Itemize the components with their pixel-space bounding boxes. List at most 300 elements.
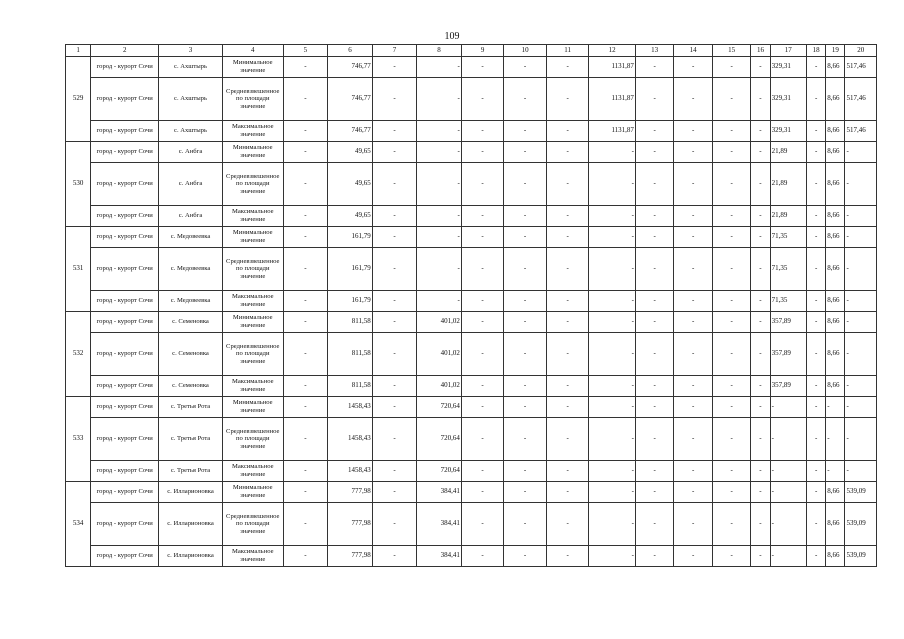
col-11-cell: - bbox=[546, 78, 589, 121]
col-10-cell: - bbox=[504, 397, 547, 418]
col-16-cell: - bbox=[751, 121, 770, 142]
col-10-cell: - bbox=[504, 482, 547, 503]
col-6-cell: 1458,43 bbox=[328, 418, 373, 461]
col-13-cell: - bbox=[635, 78, 673, 121]
col-17-cell: 21,89 bbox=[770, 206, 806, 227]
col-12-cell: - bbox=[589, 142, 636, 163]
settlement-cell: с. Ахштырь bbox=[159, 57, 223, 78]
col-13-cell: - bbox=[635, 163, 673, 206]
col-19-cell: 8,66 bbox=[826, 291, 845, 312]
col-18-cell: - bbox=[807, 57, 826, 78]
municipality-cell: город - курорт Сочи bbox=[91, 333, 159, 376]
col-7-cell: - bbox=[372, 482, 417, 503]
col-15-cell: - bbox=[712, 397, 750, 418]
settlement-cell: с. Третья Рота bbox=[159, 461, 223, 482]
municipality-cell: город - курорт Сочи bbox=[91, 57, 159, 78]
col-17-cell: 329,31 bbox=[770, 78, 806, 121]
value-type-cell: Средневзвешенное по площади значение bbox=[222, 418, 283, 461]
col-16-cell: - bbox=[751, 482, 770, 503]
col-10-cell: - bbox=[504, 418, 547, 461]
col-6-cell: 811,58 bbox=[328, 312, 373, 333]
col-8-cell: 720,64 bbox=[417, 418, 462, 461]
col-16-cell: - bbox=[751, 78, 770, 121]
col-19-cell: 8,66 bbox=[826, 57, 845, 78]
column-header: 12 bbox=[589, 45, 636, 57]
settlement-cell: с. Семеновка bbox=[159, 312, 223, 333]
col-13-cell: - bbox=[635, 121, 673, 142]
municipality-cell: город - курорт Сочи bbox=[91, 78, 159, 121]
column-header: 14 bbox=[674, 45, 712, 57]
table-row bbox=[66, 461, 877, 482]
col-15-cell: - bbox=[712, 121, 750, 142]
col-11-cell: - bbox=[546, 121, 589, 142]
col-13-cell: - bbox=[635, 546, 673, 567]
column-header: 13 bbox=[635, 45, 673, 57]
col-17-cell: 71,35 bbox=[770, 248, 806, 291]
col-14-cell: - bbox=[674, 291, 712, 312]
col-11-cell: - bbox=[546, 227, 589, 248]
col-5-cell: - bbox=[283, 142, 328, 163]
col-20-cell: 517,46 bbox=[845, 78, 877, 121]
col-18-cell: - bbox=[807, 503, 826, 546]
col-15-cell: - bbox=[712, 57, 750, 78]
col-16-cell: - bbox=[751, 248, 770, 291]
col-5-cell: - bbox=[283, 461, 328, 482]
value-type-cell: Средневзвешенное по площади значение bbox=[222, 503, 283, 546]
settlement-cell: с. Ахштырь bbox=[159, 78, 223, 121]
col-13-cell: - bbox=[635, 57, 673, 78]
table-row bbox=[66, 376, 877, 397]
col-13-cell: - bbox=[635, 227, 673, 248]
value-type-cell: Средневзвешенное по площади значение bbox=[222, 333, 283, 376]
col-12-cell: 1131,87 bbox=[589, 57, 636, 78]
col-14-cell: - bbox=[674, 57, 712, 78]
col-15-cell: - bbox=[712, 461, 750, 482]
municipality-cell: город - курорт Сочи bbox=[91, 418, 159, 461]
col-9-cell: - bbox=[461, 461, 504, 482]
col-15-cell: - bbox=[712, 546, 750, 567]
col-20-cell: - bbox=[845, 397, 877, 418]
col-14-cell: - bbox=[674, 142, 712, 163]
col-12-cell: - bbox=[589, 546, 636, 567]
column-header: 4 bbox=[222, 45, 283, 57]
value-type-cell: Минимальное значение bbox=[222, 57, 283, 78]
col-16-cell: - bbox=[751, 206, 770, 227]
settlement-cell: с. Медовеевка bbox=[159, 291, 223, 312]
col-6-cell: 811,58 bbox=[328, 333, 373, 376]
value-type-cell: Минимальное значение bbox=[222, 227, 283, 248]
column-header: 20 bbox=[845, 45, 877, 57]
col-8-cell: - bbox=[417, 57, 462, 78]
col-5-cell: - bbox=[283, 57, 328, 78]
col-19-cell: - bbox=[826, 461, 845, 482]
col-19-cell: 8,66 bbox=[826, 206, 845, 227]
column-header: 19 bbox=[826, 45, 845, 57]
col-6-cell: 746,77 bbox=[328, 57, 373, 78]
col-7-cell: - bbox=[372, 121, 417, 142]
col-12-cell: 1131,87 bbox=[589, 78, 636, 121]
col-9-cell: - bbox=[461, 312, 504, 333]
col-6-cell: 161,79 bbox=[328, 291, 373, 312]
col-14-cell: - bbox=[674, 206, 712, 227]
col-13-cell: - bbox=[635, 248, 673, 291]
col-9-cell: - bbox=[461, 227, 504, 248]
col-18-cell: - bbox=[807, 78, 826, 121]
col-10-cell: - bbox=[504, 142, 547, 163]
col-7-cell: - bbox=[372, 333, 417, 376]
col-13-cell: - bbox=[635, 482, 673, 503]
col-17-cell: 329,31 bbox=[770, 57, 806, 78]
group-number-cell: 529 bbox=[66, 57, 91, 142]
col-18-cell: - bbox=[807, 312, 826, 333]
col-19-cell: 8,66 bbox=[826, 503, 845, 546]
col-13-cell: - bbox=[635, 291, 673, 312]
col-20-cell: - bbox=[845, 163, 877, 206]
col-6-cell: 1458,43 bbox=[328, 397, 373, 418]
settlement-cell: с. Семеновка bbox=[159, 376, 223, 397]
column-header: 11 bbox=[546, 45, 589, 57]
col-15-cell: - bbox=[712, 291, 750, 312]
municipality-cell: город - курорт Сочи bbox=[91, 142, 159, 163]
col-19-cell: - bbox=[826, 418, 845, 461]
col-8-cell: 401,02 bbox=[417, 376, 462, 397]
table-row bbox=[66, 78, 877, 121]
col-18-cell: - bbox=[807, 142, 826, 163]
col-8-cell: 720,64 bbox=[417, 461, 462, 482]
col-20-cell: - bbox=[845, 461, 877, 482]
col-17-cell: 71,35 bbox=[770, 227, 806, 248]
col-19-cell: 8,66 bbox=[826, 227, 845, 248]
col-6-cell: 161,79 bbox=[328, 227, 373, 248]
col-12-cell: - bbox=[589, 163, 636, 206]
col-8-cell: - bbox=[417, 248, 462, 291]
col-14-cell: - bbox=[674, 121, 712, 142]
col-20-cell: - bbox=[845, 376, 877, 397]
table-row bbox=[66, 333, 877, 376]
col-18-cell: - bbox=[807, 291, 826, 312]
col-8-cell: 384,41 bbox=[417, 546, 462, 567]
col-7-cell: - bbox=[372, 312, 417, 333]
col-11-cell: - bbox=[546, 248, 589, 291]
col-11-cell: - bbox=[546, 206, 589, 227]
col-9-cell: - bbox=[461, 248, 504, 291]
municipality-cell: город - курорт Сочи bbox=[91, 206, 159, 227]
col-20-cell: - bbox=[845, 248, 877, 291]
col-8-cell: 720,64 bbox=[417, 397, 462, 418]
table-row bbox=[66, 57, 877, 78]
col-18-cell: - bbox=[807, 248, 826, 291]
col-10-cell: - bbox=[504, 546, 547, 567]
col-7-cell: - bbox=[372, 78, 417, 121]
col-6-cell: 1458,43 bbox=[328, 461, 373, 482]
settlement-cell: с. Анбга bbox=[159, 163, 223, 206]
col-16-cell: - bbox=[751, 333, 770, 376]
col-20-cell: 539,09 bbox=[845, 546, 877, 567]
column-header: 10 bbox=[504, 45, 547, 57]
column-header: 5 bbox=[283, 45, 328, 57]
col-14-cell: - bbox=[674, 376, 712, 397]
col-9-cell: - bbox=[461, 397, 504, 418]
col-19-cell: 8,66 bbox=[826, 163, 845, 206]
table-body bbox=[66, 45, 877, 567]
col-6-cell: 49,65 bbox=[328, 163, 373, 206]
col-13-cell: - bbox=[635, 312, 673, 333]
col-20-cell: 517,46 bbox=[845, 57, 877, 78]
col-16-cell: - bbox=[751, 461, 770, 482]
col-14-cell: - bbox=[674, 418, 712, 461]
col-20-cell: - bbox=[845, 312, 877, 333]
col-8-cell: 384,41 bbox=[417, 482, 462, 503]
col-14-cell: - bbox=[674, 78, 712, 121]
value-type-cell: Минимальное значение bbox=[222, 482, 283, 503]
group-number-cell: 533 bbox=[66, 397, 91, 482]
col-5-cell: - bbox=[283, 312, 328, 333]
col-5-cell: - bbox=[283, 546, 328, 567]
col-8-cell: - bbox=[417, 163, 462, 206]
col-10-cell: - bbox=[504, 333, 547, 376]
col-5-cell: - bbox=[283, 227, 328, 248]
col-17-cell: - bbox=[770, 503, 806, 546]
municipality-cell: город - курорт Сочи bbox=[91, 546, 159, 567]
col-11-cell: - bbox=[546, 546, 589, 567]
group-number-cell: 532 bbox=[66, 312, 91, 397]
col-15-cell: - bbox=[712, 206, 750, 227]
col-9-cell: - bbox=[461, 503, 504, 546]
col-19-cell: 8,66 bbox=[826, 78, 845, 121]
col-6-cell: 49,65 bbox=[328, 142, 373, 163]
col-18-cell: - bbox=[807, 227, 826, 248]
col-12-cell: - bbox=[589, 206, 636, 227]
col-12-cell: - bbox=[589, 376, 636, 397]
table-row bbox=[66, 482, 877, 503]
municipality-cell: город - курорт Сочи bbox=[91, 482, 159, 503]
col-7-cell: - bbox=[372, 227, 417, 248]
municipality-cell: город - курорт Сочи bbox=[91, 248, 159, 291]
column-header: 3 bbox=[159, 45, 223, 57]
column-header: 2 bbox=[91, 45, 159, 57]
value-type-cell: Максимальное значение bbox=[222, 461, 283, 482]
col-5-cell: - bbox=[283, 291, 328, 312]
col-10-cell: - bbox=[504, 291, 547, 312]
col-5-cell: - bbox=[283, 78, 328, 121]
col-14-cell: - bbox=[674, 461, 712, 482]
table-row bbox=[66, 206, 877, 227]
column-header: 15 bbox=[712, 45, 750, 57]
col-15-cell: - bbox=[712, 482, 750, 503]
col-10-cell: - bbox=[504, 121, 547, 142]
settlement-cell: с. Илларионовка bbox=[159, 482, 223, 503]
col-20-cell: - bbox=[845, 227, 877, 248]
col-7-cell: - bbox=[372, 163, 417, 206]
col-7-cell: - bbox=[372, 397, 417, 418]
col-9-cell: - bbox=[461, 376, 504, 397]
settlement-cell: с. Третья Рота bbox=[159, 397, 223, 418]
col-15-cell: - bbox=[712, 418, 750, 461]
col-7-cell: - bbox=[372, 503, 417, 546]
col-19-cell: 8,66 bbox=[826, 333, 845, 376]
col-17-cell: - bbox=[770, 397, 806, 418]
settlement-cell: с. Илларионовка bbox=[159, 546, 223, 567]
settlement-cell: с. Третья Рота bbox=[159, 418, 223, 461]
value-type-cell: Минимальное значение bbox=[222, 397, 283, 418]
col-17-cell: - bbox=[770, 482, 806, 503]
col-19-cell: - bbox=[826, 397, 845, 418]
col-19-cell: 8,66 bbox=[826, 312, 845, 333]
col-12-cell: - bbox=[589, 333, 636, 376]
col-6-cell: 777,98 bbox=[328, 482, 373, 503]
col-7-cell: - bbox=[372, 546, 417, 567]
table-row bbox=[66, 312, 877, 333]
data-table bbox=[65, 44, 877, 567]
value-type-cell: Максимальное значение bbox=[222, 121, 283, 142]
col-12-cell: - bbox=[589, 291, 636, 312]
col-19-cell: 8,66 bbox=[826, 121, 845, 142]
value-type-cell: Минимальное значение bbox=[222, 312, 283, 333]
col-9-cell: - bbox=[461, 142, 504, 163]
col-16-cell: - bbox=[751, 376, 770, 397]
col-13-cell: - bbox=[635, 397, 673, 418]
col-11-cell: - bbox=[546, 57, 589, 78]
col-20-cell: - bbox=[845, 142, 877, 163]
col-19-cell: 8,66 bbox=[826, 482, 845, 503]
col-10-cell: - bbox=[504, 376, 547, 397]
col-18-cell: - bbox=[807, 376, 826, 397]
col-6-cell: 49,65 bbox=[328, 206, 373, 227]
column-header: 7 bbox=[372, 45, 417, 57]
value-type-cell: Максимальное значение bbox=[222, 546, 283, 567]
col-13-cell: - bbox=[635, 206, 673, 227]
column-header: 18 bbox=[807, 45, 826, 57]
col-19-cell: 8,66 bbox=[826, 248, 845, 291]
settlement-cell: с. Анбга bbox=[159, 206, 223, 227]
col-7-cell: - bbox=[372, 461, 417, 482]
municipality-cell: город - курорт Сочи bbox=[91, 503, 159, 546]
col-5-cell: - bbox=[283, 206, 328, 227]
municipality-cell: город - курорт Сочи bbox=[91, 312, 159, 333]
col-14-cell: - bbox=[674, 248, 712, 291]
col-8-cell: - bbox=[417, 78, 462, 121]
col-14-cell: - bbox=[674, 227, 712, 248]
col-19-cell: 8,66 bbox=[826, 376, 845, 397]
col-9-cell: - bbox=[461, 546, 504, 567]
table-row bbox=[66, 227, 877, 248]
table-row bbox=[66, 142, 877, 163]
col-9-cell: - bbox=[461, 163, 504, 206]
col-12-cell: - bbox=[589, 461, 636, 482]
col-18-cell: - bbox=[807, 418, 826, 461]
col-14-cell: - bbox=[674, 397, 712, 418]
col-17-cell: - bbox=[770, 546, 806, 567]
col-10-cell: - bbox=[504, 163, 547, 206]
col-17-cell: 357,89 bbox=[770, 312, 806, 333]
col-13-cell: - bbox=[635, 142, 673, 163]
col-7-cell: - bbox=[372, 376, 417, 397]
col-10-cell: - bbox=[504, 227, 547, 248]
col-12-cell: - bbox=[589, 482, 636, 503]
col-14-cell: - bbox=[674, 503, 712, 546]
col-14-cell: - bbox=[674, 482, 712, 503]
settlement-cell: с. Илларионовка bbox=[159, 503, 223, 546]
municipality-cell: город - курорт Сочи bbox=[91, 121, 159, 142]
col-18-cell: - bbox=[807, 461, 826, 482]
col-20-cell: - bbox=[845, 291, 877, 312]
col-8-cell: - bbox=[417, 227, 462, 248]
col-9-cell: - bbox=[461, 291, 504, 312]
col-14-cell: - bbox=[674, 163, 712, 206]
col-13-cell: - bbox=[635, 418, 673, 461]
header-row bbox=[66, 45, 877, 57]
settlement-cell: с. Семеновка bbox=[159, 333, 223, 376]
col-10-cell: - bbox=[504, 503, 547, 546]
value-type-cell: Минимальное значение bbox=[222, 142, 283, 163]
value-type-cell: Максимальное значение bbox=[222, 376, 283, 397]
col-9-cell: - bbox=[461, 333, 504, 376]
col-7-cell: - bbox=[372, 57, 417, 78]
value-type-cell: Максимальное значение bbox=[222, 206, 283, 227]
table-row bbox=[66, 121, 877, 142]
col-6-cell: 746,77 bbox=[328, 78, 373, 121]
value-type-cell: Средневзвешенное по площади значение bbox=[222, 163, 283, 206]
col-15-cell: - bbox=[712, 333, 750, 376]
group-number-cell: 530 bbox=[66, 142, 91, 227]
col-5-cell: - bbox=[283, 397, 328, 418]
column-header: 16 bbox=[751, 45, 770, 57]
col-9-cell: - bbox=[461, 482, 504, 503]
col-7-cell: - bbox=[372, 418, 417, 461]
col-5-cell: - bbox=[283, 503, 328, 546]
col-12-cell: - bbox=[589, 312, 636, 333]
col-13-cell: - bbox=[635, 333, 673, 376]
municipality-cell: город - курорт Сочи bbox=[91, 163, 159, 206]
col-16-cell: - bbox=[751, 312, 770, 333]
table-row bbox=[66, 248, 877, 291]
column-header: 8 bbox=[417, 45, 462, 57]
col-6-cell: 777,98 bbox=[328, 503, 373, 546]
col-15-cell: - bbox=[712, 142, 750, 163]
col-16-cell: - bbox=[751, 227, 770, 248]
col-15-cell: - bbox=[712, 163, 750, 206]
col-12-cell: - bbox=[589, 503, 636, 546]
municipality-cell: город - курорт Сочи bbox=[91, 461, 159, 482]
col-8-cell: 401,02 bbox=[417, 312, 462, 333]
municipality-cell: город - курорт Сочи bbox=[91, 227, 159, 248]
col-10-cell: - bbox=[504, 461, 547, 482]
column-header: 1 bbox=[66, 45, 91, 57]
col-18-cell: - bbox=[807, 163, 826, 206]
table-row bbox=[66, 418, 877, 461]
col-20-cell: 539,09 bbox=[845, 503, 877, 546]
col-12-cell: - bbox=[589, 418, 636, 461]
col-7-cell: - bbox=[372, 206, 417, 227]
col-15-cell: - bbox=[712, 312, 750, 333]
col-10-cell: - bbox=[504, 78, 547, 121]
col-6-cell: 811,58 bbox=[328, 376, 373, 397]
col-7-cell: - bbox=[372, 248, 417, 291]
col-11-cell: - bbox=[546, 142, 589, 163]
col-12-cell: 1131,87 bbox=[589, 121, 636, 142]
col-9-cell: - bbox=[461, 206, 504, 227]
settlement-cell: с. Анбга bbox=[159, 142, 223, 163]
group-number-cell: 534 bbox=[66, 482, 91, 567]
col-19-cell: 8,66 bbox=[826, 142, 845, 163]
col-5-cell: - bbox=[283, 248, 328, 291]
col-14-cell: - bbox=[674, 312, 712, 333]
table-row bbox=[66, 163, 877, 206]
col-16-cell: - bbox=[751, 503, 770, 546]
col-8-cell: - bbox=[417, 142, 462, 163]
col-20-cell: - bbox=[845, 333, 877, 376]
col-16-cell: - bbox=[751, 418, 770, 461]
